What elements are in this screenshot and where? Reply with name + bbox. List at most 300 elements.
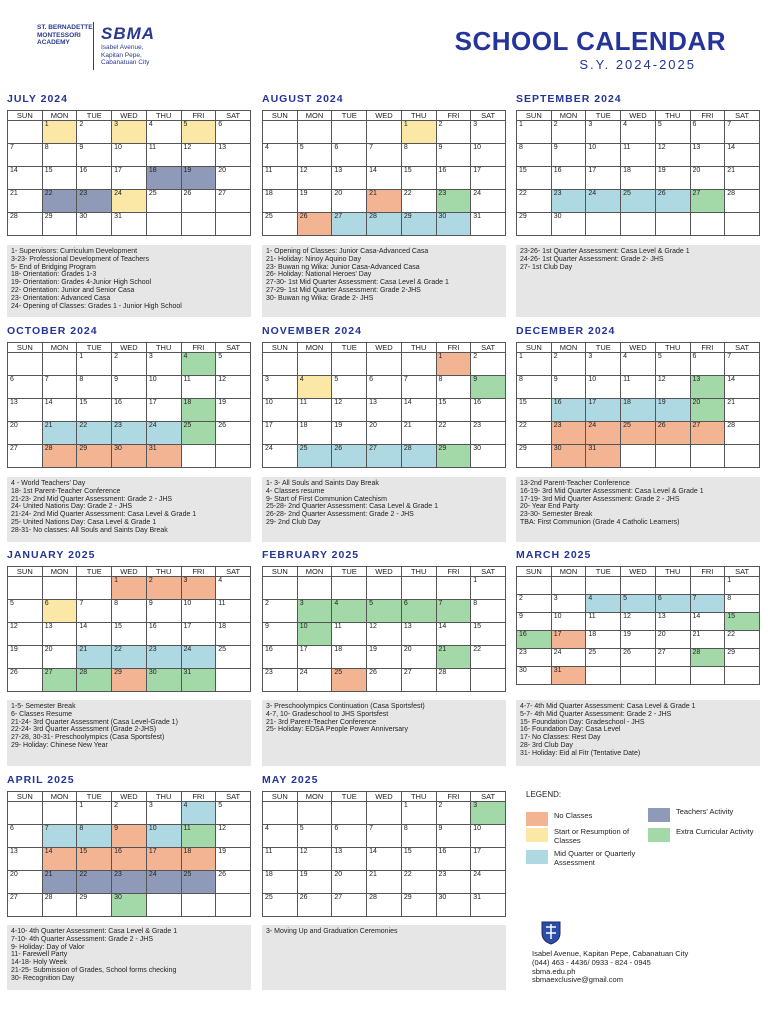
- calendar-day: 31: [181, 669, 216, 692]
- calendar-day: 29: [401, 894, 436, 917]
- calendar-day: 24: [551, 649, 586, 667]
- calendar-day: 15: [112, 623, 147, 646]
- month-notes: [516, 245, 760, 317]
- calendar-day: 30: [436, 894, 471, 917]
- calendar-day: 5: [297, 144, 332, 167]
- calendar-day: 17: [586, 167, 621, 190]
- calendar-day: 18: [181, 399, 216, 422]
- calendar-day: 27: [655, 649, 690, 667]
- calendar-day: 14: [42, 848, 77, 871]
- calendar-day: 7: [42, 376, 77, 399]
- calendar-empty-cell: [621, 667, 656, 685]
- month-title: AUGUST 2024: [262, 93, 344, 105]
- calendar-day: 3: [297, 600, 332, 623]
- event-note: 23-30- Semester Break: [520, 511, 593, 519]
- calendar-day: 28: [77, 669, 112, 692]
- month-calendar: [7, 342, 251, 468]
- calendar-day: 24: [181, 646, 216, 669]
- month-december-2024: [516, 324, 760, 468]
- event-note: 5- End of Bridging Program: [11, 263, 96, 271]
- weekday-header: MON: [297, 343, 332, 353]
- event-note: 21- 3rd Parent-Teacher Conference: [266, 718, 377, 726]
- event-note: 9- Holiday: Day of Valor: [11, 943, 85, 951]
- calendar-day: 12: [216, 376, 251, 399]
- calendar-day: 18: [332, 646, 367, 669]
- calendar-day: 3: [471, 802, 506, 825]
- calendar-day: 1: [112, 577, 147, 600]
- calendar-day: 30: [112, 894, 147, 917]
- calendar-day: 26: [8, 669, 43, 692]
- calendar-day: 13: [332, 848, 367, 871]
- calendar-day: 16: [263, 646, 298, 669]
- calendar-day: 28: [401, 445, 436, 468]
- calendar-day: 15: [517, 399, 552, 422]
- event-note: 7-10- 4th Quarter Assessment: Grade 2 - JHS: [11, 935, 154, 943]
- calendar-day: 29: [517, 213, 552, 236]
- calendar-empty-cell: [332, 121, 367, 144]
- weekday-header: SAT: [216, 792, 251, 802]
- calendar-day: 19: [621, 631, 656, 649]
- calendar-day: 14: [436, 623, 471, 646]
- calendar-day: 13: [332, 167, 367, 190]
- calendar-empty-cell: [8, 353, 43, 376]
- calendar-day: 11: [332, 623, 367, 646]
- calendar-empty-cell: [263, 802, 298, 825]
- calendar-day: 19: [181, 167, 216, 190]
- weekday-header: SUN: [517, 111, 552, 121]
- month-title: DECEMBER 2024: [516, 325, 616, 337]
- legend-label: Extra Curricular Activity: [676, 827, 754, 836]
- weekday-header: MON: [551, 343, 586, 353]
- calendar-day: 26: [297, 894, 332, 917]
- calendar-empty-cell: [517, 577, 552, 595]
- month-notes: [7, 477, 251, 542]
- calendar-day: 15: [725, 613, 760, 631]
- calendar-empty-cell: [586, 213, 621, 236]
- month-notes: [262, 245, 506, 317]
- weekday-header: SAT: [216, 111, 251, 121]
- calendar-day: 30: [436, 213, 471, 236]
- calendar-day: 21: [690, 631, 725, 649]
- calendar-day: 28: [42, 894, 77, 917]
- calendar-day: 3: [471, 121, 506, 144]
- calendar-day: 31: [551, 667, 586, 685]
- calendar-day: 10: [586, 144, 621, 167]
- weekday-header: TUE: [332, 111, 367, 121]
- event-note: 3- Preschoolympics Continuation (Casa Sportsfest): [266, 703, 425, 710]
- calendar-day: 4: [621, 121, 656, 144]
- calendar-day: 10: [471, 144, 506, 167]
- calendar-day: 13: [655, 613, 690, 631]
- calendar-day: 23: [471, 422, 506, 445]
- calendar-day: 15: [42, 167, 77, 190]
- calendar-empty-cell: [297, 353, 332, 376]
- calendar-empty-cell: [586, 577, 621, 595]
- calendar-day: 15: [401, 167, 436, 190]
- calendar-day: 22: [77, 422, 112, 445]
- calendar-day: 16: [112, 399, 147, 422]
- weekday-header: TUE: [77, 343, 112, 353]
- event-note: 25- United Nations Day: Casa Level & Grade 1: [11, 518, 157, 526]
- calendar-day: 12: [297, 167, 332, 190]
- school-name: ST. BERNADETTE MONTESSORI ACADEMY: [37, 24, 93, 46]
- event-note: 1- Opening of Classes: Junior Casa-Advanced Casa: [266, 248, 429, 255]
- school-crest-icon: [536, 917, 566, 947]
- calendar-day: 17: [181, 623, 216, 646]
- month-title: MARCH 2025: [516, 549, 592, 561]
- calendar-day: 19: [297, 190, 332, 213]
- calendar-empty-cell: [690, 667, 725, 685]
- event-note: 11- Farewell Party: [11, 951, 68, 959]
- calendar-day: 28: [367, 213, 402, 236]
- calendar-day: 31: [586, 445, 621, 468]
- calendar-day: 22: [517, 422, 552, 445]
- month-title: MAY 2025: [262, 774, 319, 786]
- contact-email[interactable]: sbmaexclusive@gmail.com: [532, 975, 623, 985]
- month-calendar: [7, 566, 251, 692]
- calendar-day: 2: [436, 802, 471, 825]
- calendar-day: 19: [8, 646, 43, 669]
- calendar-empty-cell: [621, 577, 656, 595]
- month-calendar: [262, 566, 506, 692]
- calendar-day: 21: [725, 399, 760, 422]
- calendar-day: 11: [621, 376, 656, 399]
- calendar-day: 2: [436, 121, 471, 144]
- calendar-day: 7: [725, 353, 760, 376]
- calendar-day: 26: [181, 190, 216, 213]
- calendar-day: 16: [146, 623, 181, 646]
- month-january-2025: [7, 548, 251, 692]
- calendar-day: 16: [77, 167, 112, 190]
- calendar-day: 7: [42, 825, 77, 848]
- calendar-day: 13: [8, 848, 43, 871]
- calendar-day: 14: [367, 167, 402, 190]
- calendar-day: 19: [216, 399, 251, 422]
- calendar-day: 29: [436, 445, 471, 468]
- calendar-day: 1: [77, 353, 112, 376]
- calendar-empty-cell: [181, 894, 216, 917]
- weekday-header: WED: [112, 567, 147, 577]
- calendar-day: 7: [367, 825, 402, 848]
- legend-swatch: [648, 808, 670, 822]
- weekday-header: THU: [146, 111, 181, 121]
- event-note: 24- United Nations Day: Grade 2 - JHS: [11, 503, 132, 511]
- calendar-day: 7: [367, 144, 402, 167]
- brand-logo: SBMA: [101, 24, 156, 43]
- month-notes: [516, 477, 760, 542]
- calendar-day: 27: [401, 669, 436, 692]
- address-line: Isabel Avenue,: [101, 44, 144, 51]
- calendar-empty-cell: [146, 213, 181, 236]
- calendar-empty-cell: [367, 121, 402, 144]
- calendar-day: 3: [181, 577, 216, 600]
- event-note: 26-28- 2nd Quarter Assessment: Grade 2 - JHS: [266, 511, 414, 519]
- event-note: 21-23- 2nd Mid Quarter Assessment: Grade 2 - JHS: [11, 495, 173, 503]
- event-note: 21-24- 3rd Quarter Assessment (Casa Level-Grade 1): [11, 718, 178, 726]
- calendar-empty-cell: [42, 802, 77, 825]
- calendar-day: 23: [146, 646, 181, 669]
- weekday-header: THU: [146, 792, 181, 802]
- calendar-day: 30: [517, 667, 552, 685]
- weekday-header: SUN: [8, 343, 43, 353]
- calendar-empty-cell: [725, 213, 760, 236]
- calendar-day: 27: [690, 190, 725, 213]
- event-note: 16- Foundation Day: Casa Level: [520, 726, 621, 734]
- calendar-day: 17: [263, 422, 298, 445]
- weekday-header: WED: [367, 792, 402, 802]
- calendar-empty-cell: [216, 894, 251, 917]
- calendar-day: 6: [367, 376, 402, 399]
- month-july-2024: [7, 92, 251, 236]
- calendar-day: 31: [112, 213, 147, 236]
- weekday-header: SUN: [263, 343, 298, 353]
- calendar-day: 16: [517, 631, 552, 649]
- calendar-day: 13: [216, 144, 251, 167]
- calendar-day: 11: [146, 144, 181, 167]
- calendar-day: 2: [471, 353, 506, 376]
- event-note: 27- 1st Club Day: [520, 263, 573, 271]
- weekday-header: TUE: [332, 343, 367, 353]
- legend-label: Teachers' Activity: [676, 807, 734, 816]
- weekday-header: WED: [367, 111, 402, 121]
- weekday-header: FRI: [436, 792, 471, 802]
- month-title: JULY 2024: [7, 93, 68, 105]
- calendar-day: 10: [112, 144, 147, 167]
- weekday-header: THU: [401, 792, 436, 802]
- calendar-day: 7: [8, 144, 43, 167]
- calendar-day: 28: [42, 445, 77, 468]
- calendar-day: 24: [263, 445, 298, 468]
- calendar-day: 22: [42, 190, 77, 213]
- calendar-day: 9: [146, 600, 181, 623]
- calendar-day: 18: [263, 190, 298, 213]
- calendar-empty-cell: [332, 577, 367, 600]
- calendar-day: 27: [216, 190, 251, 213]
- calendar-day: 8: [436, 376, 471, 399]
- calendar-day: 3: [112, 121, 147, 144]
- calendar-day: 15: [517, 167, 552, 190]
- month-title: OCTOBER 2024: [7, 325, 98, 337]
- calendar-day: 21: [436, 646, 471, 669]
- weekday-header: WED: [621, 567, 656, 577]
- calendar-day: 20: [332, 190, 367, 213]
- calendar-day: 31: [471, 213, 506, 236]
- calendar-day: 17: [146, 399, 181, 422]
- calendar-day: 6: [690, 353, 725, 376]
- calendar-day: 8: [401, 825, 436, 848]
- calendar-day: 10: [146, 376, 181, 399]
- weekday-header: WED: [112, 792, 147, 802]
- calendar-day: 16: [551, 399, 586, 422]
- weekday-header: MON: [42, 792, 77, 802]
- weekday-header: SAT: [471, 343, 506, 353]
- contact-phone: (044) 463 - 4436/ 0933 - 824 - 0945: [532, 957, 651, 967]
- calendar-day: 15: [471, 623, 506, 646]
- calendar-empty-cell: [77, 577, 112, 600]
- calendar-empty-cell: [655, 667, 690, 685]
- calendar-day: 1: [471, 577, 506, 600]
- weekday-header: TUE: [77, 792, 112, 802]
- calendar-day: 27: [8, 894, 43, 917]
- calendar-day: 13: [690, 144, 725, 167]
- calendar-day: 14: [725, 376, 760, 399]
- logo-address: [101, 44, 149, 67]
- month-calendar: [516, 342, 760, 468]
- calendar-day: 12: [297, 848, 332, 871]
- address-line: Cabanatuan City: [101, 59, 150, 66]
- weekday-header: SAT: [725, 111, 760, 121]
- calendar-day: 18: [586, 631, 621, 649]
- calendar-day: 12: [655, 144, 690, 167]
- weekday-header: FRI: [690, 111, 725, 121]
- calendar-day: 9: [551, 376, 586, 399]
- calendar-day: 29: [401, 213, 436, 236]
- month-notes: [7, 700, 251, 766]
- calendar-day: 17: [471, 848, 506, 871]
- event-note: 4-7- 4th Mid Quarter Assessment: Casa Level & Grade 1: [520, 703, 696, 710]
- calendar-day: 10: [146, 825, 181, 848]
- calendar-day: 11: [621, 144, 656, 167]
- calendar-day: 22: [401, 871, 436, 894]
- calendar-day: 21: [42, 422, 77, 445]
- weekday-header: THU: [655, 567, 690, 577]
- calendar-day: 21: [367, 871, 402, 894]
- calendar-day: 31: [146, 445, 181, 468]
- calendar-day: 12: [8, 623, 43, 646]
- calendar-day: 23: [112, 422, 147, 445]
- calendar-day: 3: [146, 802, 181, 825]
- calendar-empty-cell: [367, 577, 402, 600]
- weekday-header: THU: [655, 343, 690, 353]
- event-note: 4-7, 10- Gradeschool to JHS Sportsfest: [266, 710, 389, 718]
- calendar-day: 8: [517, 376, 552, 399]
- calendar-day: 13: [401, 623, 436, 646]
- calendar-day: 4: [181, 353, 216, 376]
- weekday-header: SUN: [8, 792, 43, 802]
- event-note: 22-24- 3rd Quarter Assessment (Grade 2-JHS): [11, 726, 157, 734]
- calendar-day: 1: [436, 353, 471, 376]
- weekday-header: MON: [42, 567, 77, 577]
- calendar-day: 18: [263, 871, 298, 894]
- calendar-day: 24: [146, 422, 181, 445]
- calendar-day: 7: [77, 600, 112, 623]
- calendar-day: 11: [586, 613, 621, 631]
- weekday-header: FRI: [181, 792, 216, 802]
- calendar-day: 10: [263, 399, 298, 422]
- month-october-2024: [7, 324, 251, 468]
- event-note: TBA: First Communion (Grade 4 Catholic Learners): [520, 518, 680, 526]
- weekday-header: SAT: [216, 343, 251, 353]
- calendar-empty-cell: [690, 577, 725, 595]
- calendar-day: 4: [263, 825, 298, 848]
- calendar-day: 26: [621, 649, 656, 667]
- calendar-day: 7: [436, 600, 471, 623]
- calendar-day: 5: [332, 376, 367, 399]
- calendar-empty-cell: [690, 445, 725, 468]
- contact-website[interactable]: sbma.edu.ph: [532, 966, 576, 976]
- calendar-empty-cell: [690, 213, 725, 236]
- calendar-day: 15: [77, 848, 112, 871]
- month-november-2024: [262, 324, 506, 468]
- event-note: 17-19- 3rd Mid Quarter Assessment: Grade 2 - JHS: [520, 495, 680, 503]
- calendar-empty-cell: [401, 353, 436, 376]
- event-note: 24- Opening of Classes: Grades 1 - Junior High School: [11, 302, 182, 310]
- weekday-header: MON: [551, 111, 586, 121]
- calendar-empty-cell: [436, 577, 471, 600]
- calendar-day: 25: [263, 213, 298, 236]
- calendar-day: 28: [725, 190, 760, 213]
- month-calendar: [262, 791, 506, 917]
- calendar-day: 8: [112, 600, 147, 623]
- month-may-2025: [262, 773, 506, 917]
- weekday-header: THU: [401, 567, 436, 577]
- weekday-header: FRI: [436, 111, 471, 121]
- month-calendar: [7, 791, 251, 917]
- weekday-header: MON: [297, 567, 332, 577]
- contact-address: Isabel Avenue, Kapitan Pepe, Cabanatuan City: [532, 949, 689, 958]
- calendar-day: 23: [551, 190, 586, 213]
- calendar-day: 10: [471, 825, 506, 848]
- event-note: 4- Classes resume: [266, 487, 325, 495]
- calendar-day: 6: [42, 600, 77, 623]
- weekday-header: WED: [367, 343, 402, 353]
- event-note: 19- Orientation: Grades 4-Junior High School: [11, 279, 152, 287]
- weekday-header: SUN: [517, 343, 552, 353]
- calendar-day: 25: [146, 190, 181, 213]
- calendar-day: 29: [77, 894, 112, 917]
- calendar-day: 7: [690, 595, 725, 613]
- calendar-day: 23: [436, 871, 471, 894]
- calendar-day: 13: [690, 376, 725, 399]
- calendar-day: 9: [112, 825, 147, 848]
- calendar-day: 22: [77, 871, 112, 894]
- calendar-day: 27: [42, 669, 77, 692]
- calendar-day: 11: [297, 399, 332, 422]
- calendar-empty-cell: [263, 353, 298, 376]
- weekday-header: SUN: [263, 111, 298, 121]
- weekday-header: SUN: [8, 111, 43, 121]
- calendar-day: 17: [112, 167, 147, 190]
- calendar-day: 9: [263, 623, 298, 646]
- calendar-day: 18: [216, 623, 251, 646]
- event-note: 27-30- 1st Mid Quarter Assessment: Casa Level & Grade 1: [266, 279, 449, 287]
- weekday-header: TUE: [586, 343, 621, 353]
- logo-divider: [93, 22, 94, 70]
- calendar-day: 4: [146, 121, 181, 144]
- calendar-day: 29: [725, 649, 760, 667]
- legend: [526, 790, 756, 867]
- calendar-day: 5: [297, 825, 332, 848]
- calendar-day: 19: [655, 167, 690, 190]
- calendar-day: 16: [436, 167, 471, 190]
- calendar-day: 24: [112, 190, 147, 213]
- calendar-day: 2: [112, 353, 147, 376]
- month-calendar: [262, 342, 506, 468]
- calendar-day: 20: [8, 422, 43, 445]
- calendar-day: 27: [332, 213, 367, 236]
- calendar-day: 24: [586, 422, 621, 445]
- calendar-day: 21: [77, 646, 112, 669]
- page-header: [0, 0, 768, 90]
- calendar-day: 19: [367, 646, 402, 669]
- calendar-day: 20: [690, 167, 725, 190]
- calendar-day: 22: [471, 646, 506, 669]
- calendar-day: 5: [655, 121, 690, 144]
- weekday-header: SAT: [725, 567, 760, 577]
- weekday-header: FRI: [690, 567, 725, 577]
- calendar-day: 22: [517, 190, 552, 213]
- event-note: 31- Holiday: Eid al Fitr (Tentative Date): [520, 749, 641, 757]
